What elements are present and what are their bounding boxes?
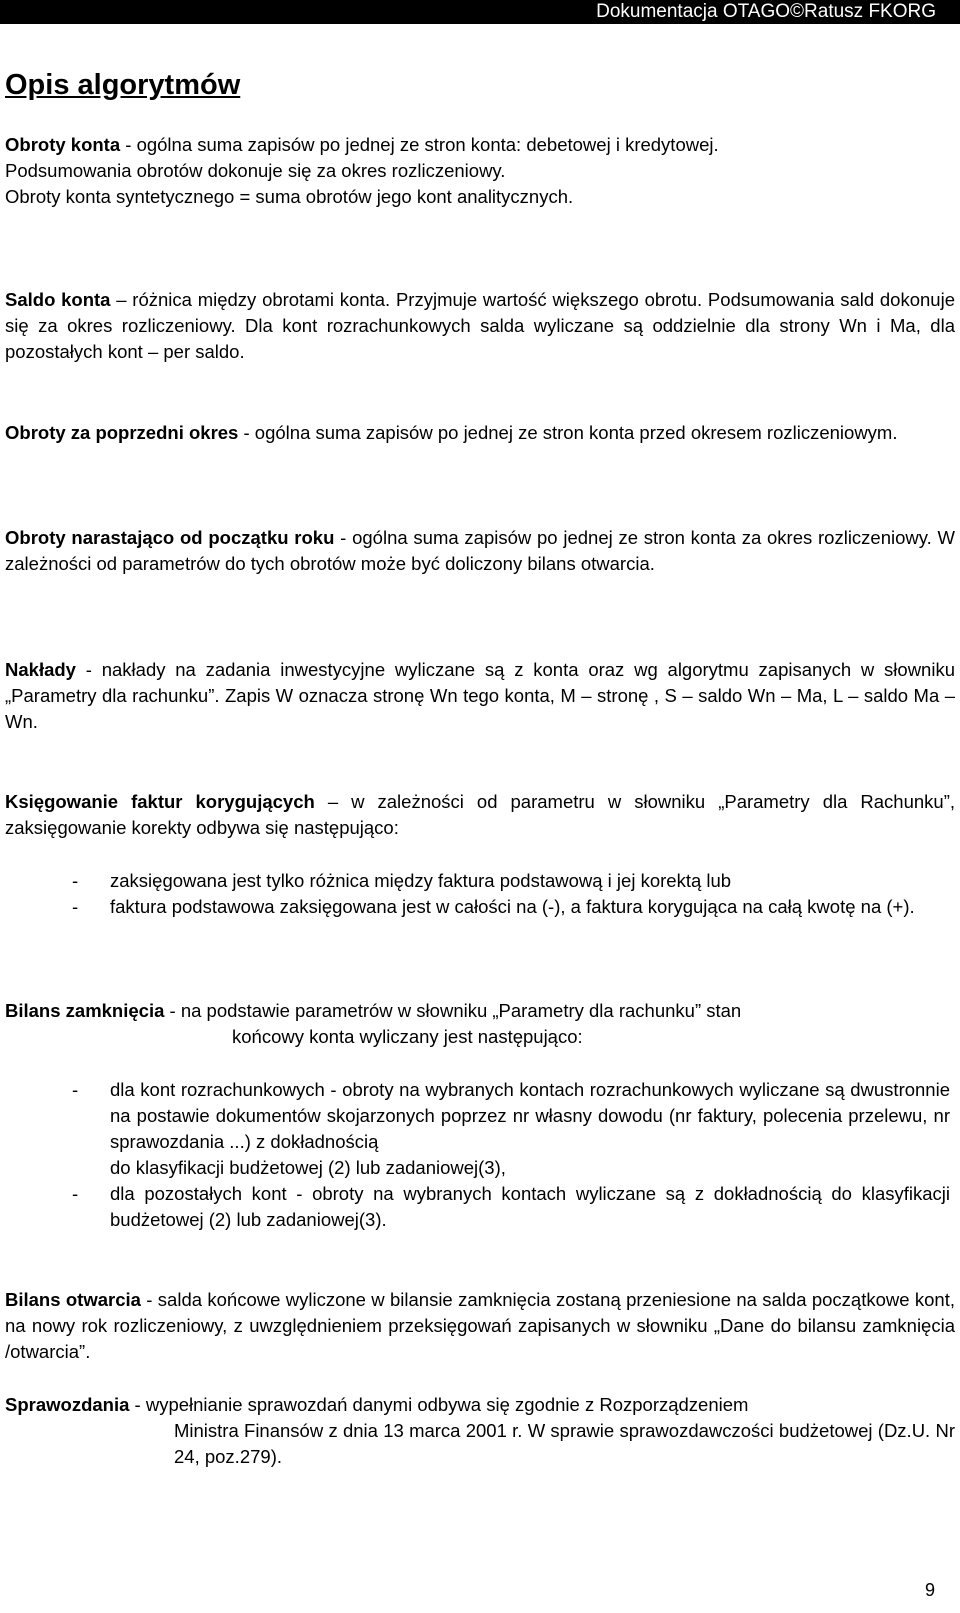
definition: - ogólna suma zapisów po jednej ze stron konta za okres rozliczeniowy. W zależności od parametrów do tych obrotów może być doliczony bilans otwarcia. — [5, 527, 956, 574]
list-item — [0, 894, 950, 920]
paragraph: Obroty konta syntetycznego = suma obrotów jego kont analitycznych. — [5, 186, 574, 207]
section-obroty-poprzedni — [5, 420, 955, 446]
paragraph — [5, 657, 955, 735]
definition: – różnica między obrotami konta. Przyjmuje wartość większego obrotu. Podsumowania sald dokonuje się za okres rozliczeniowy. Dla kont rozrachunkowych salda wyliczane są oddzielnie dla strony Wn i Ma, dla pozostałych kont – per saldo. — [5, 289, 955, 362]
term: Bilans zamknięcia — [5, 1000, 165, 1021]
paragraph — [5, 420, 955, 446]
section-bilans-otwarcia — [5, 1287, 955, 1365]
paragraph — [5, 132, 955, 158]
definition: - ogólna suma zapisów po jednej ze stron konta przed okresem rozliczeniowym. — [238, 422, 898, 443]
list-dash: - — [72, 1079, 79, 1100]
term: Obroty za poprzedni okres — [5, 422, 239, 443]
term: Bilans otwarcia — [5, 1289, 141, 1310]
term: Saldo konta — [5, 289, 111, 310]
definition: – w zależności od parametru w słowniku „Parametry dla Rachunku”, zaksięgowanie korekty odbywa się następująco: — [5, 791, 956, 838]
paragraph: Ministra Finansów z dnia 13 marca 2001 r. W sprawie sprawozdawczości budżetowej (Dz.U. Nr 24, poz.279). — [174, 1420, 955, 1467]
list-dash: - — [72, 896, 79, 917]
page-number: 9 — [924, 1580, 935, 1600]
definition: - salda końcowe wyliczone w bilansie zamknięcia zostaną przeniesione na salda początkowe kont, na nowy rok rozliczeniowy, z uwzględnieniem przeksięgowań zapisanych w słowniku „Dane do bilansu zamknięcia /otwarcia”. — [5, 1289, 956, 1362]
paragraph: końcowy konta wyliczany jest następująco: — [232, 1026, 583, 1047]
header-text: Dokumentacja OTAGO©Ratusz FKORG — [596, 1, 936, 22]
paragraph — [5, 998, 955, 1024]
bilans-zamkniecia-list — [0, 1077, 950, 1233]
list-dash: - — [72, 870, 79, 891]
definition: - ogólna suma zapisów po jednej ze stron konta: debetowej i kredytowej. — [120, 134, 719, 155]
paragraph: Podsumowania obrotów dokonuje się za okres rozliczeniowy. — [5, 160, 506, 181]
definition: - wypełnianie sprawozdań danymi odbywa się zgodnie z Rozporządzeniem — [129, 1394, 749, 1415]
list-item — [0, 1181, 950, 1233]
definition: - na podstawie parametrów w słowniku „Parametry dla rachunku” stan — [164, 1000, 742, 1021]
term: Sprawozdania — [5, 1394, 130, 1415]
list-dash: - — [72, 1183, 79, 1204]
section-bilans-zamkniecia — [5, 998, 955, 1050]
list-item-text: do klasyfikacji budżetowej (2) lub zadaniowej(3), — [110, 1157, 506, 1178]
list-item — [0, 1077, 950, 1181]
section-naklady — [5, 657, 955, 735]
section-obroty-narastajaco — [5, 525, 955, 577]
definition: - nakłady na zadania inwestycyjne wyliczane są z konta oraz wg algorytmu zapisanych w słowniku „Parametry dla rachunku”. Zapis W oznacza stronę Wn tego konta, M – stronę , S – saldo Wn – Ma, L – saldo Ma – Wn. — [5, 659, 955, 732]
term: Księgowanie faktur korygujących — [5, 791, 315, 812]
document-header — [0, 0, 960, 24]
section-saldo-konta — [5, 287, 955, 365]
paragraph — [5, 287, 955, 365]
page-title: Opis algorytmów — [5, 69, 241, 101]
section-sprawozdania — [5, 1392, 955, 1470]
paragraph — [5, 789, 955, 841]
faktury-list — [0, 868, 950, 920]
list-item — [0, 868, 950, 894]
paragraph — [5, 1287, 955, 1365]
list-item-text: zaksięgowana jest tylko różnica między faktura podstawową i jej korektą lub — [110, 870, 732, 891]
term: Obroty konta — [5, 134, 121, 155]
term: Obroty narastająco od początku roku — [5, 527, 335, 548]
term: Nakłady — [5, 659, 76, 680]
paragraph — [5, 1392, 955, 1418]
paragraph — [5, 525, 955, 577]
section-faktury-korygujace — [5, 789, 955, 841]
list-item-text: dla pozostałych kont - obroty na wybranych kontach wyliczane są z dokładnością do klasyfikacji budżetowej (2) lub zadaniowej(3). — [110, 1183, 950, 1230]
section-obroty-konta — [5, 132, 955, 210]
list-item-text: dla kont rozrachunkowych - obroty na wybranych kontach rozrachunkowych wyliczane są dwustronnie na postawie dokumentów skojarzonych poprzez nr własny dowodu (nr faktury, polecenia przelewu, nr sprawozdania ...) z dokładnością — [110, 1079, 950, 1152]
list-item-text: faktura podstawowa zaksięgowana jest w całości na (-), a faktura korygująca na całą kwotę na (+). — [110, 896, 915, 917]
